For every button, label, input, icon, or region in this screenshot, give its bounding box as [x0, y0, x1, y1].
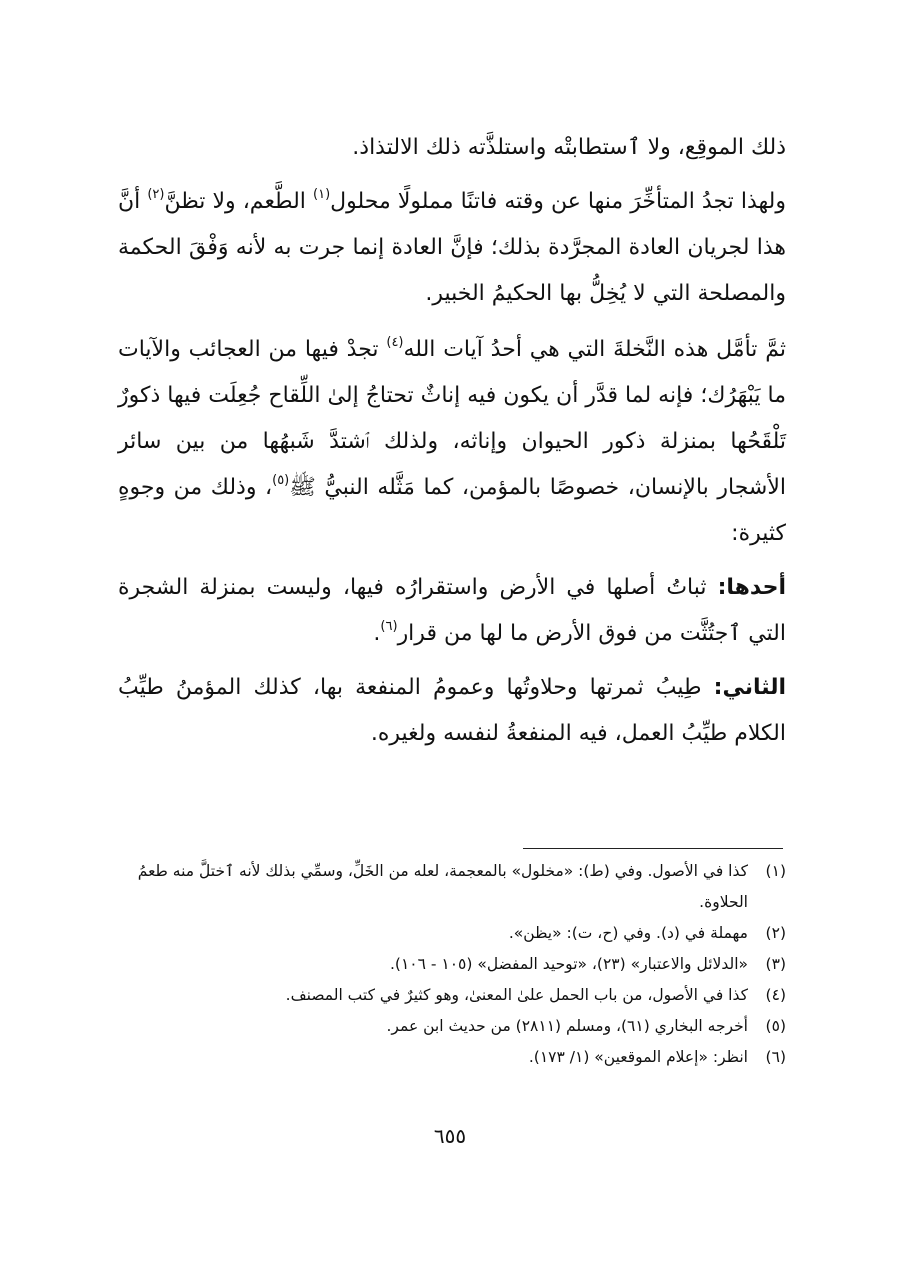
paragraph-3 [118, 327, 786, 557]
footnote-number: (٢) [765, 924, 786, 942]
footnote-number: (١) [765, 862, 786, 880]
footnote-5 [118, 1011, 786, 1042]
footnote-text: مهملة في (د). وفي (ح، ت): «يظن». [508, 924, 748, 942]
footnote-text: كذا في الأصول، من باب الحمل علىٰ المعنىٰ، وهو كثيرٌ في كتب المصنف. [285, 986, 748, 1004]
paragraph-2-part-b: الطَّعم، ولا تظنَّ [164, 189, 313, 214]
paragraph-2-part-a: ولهذا تجدُ المتأخِّرَ منها عن وقته فاتنًا مملولًا محلول [330, 189, 786, 214]
paragraph-4-part-b: . [373, 621, 381, 646]
paragraph-3-part-b: تجدْ فيها من العجائب والآيات ما يَبْهَرُك؛ فإنه لما قدَّر أن يكون فيه إناثٌ تحتاجُ إلىٰ اللِّقاح جُعِلَت فيها ذكورٌ تَلْقَحُها بمنزلة ذكور الحيوان وإناثه، ولذلك ٱشتدَّ شَبهُها من بين سائر الأشجار بالإنسان، خصوصًا بالمؤمن، كما مَثَّله النبيُّ ﷺ [118, 337, 786, 500]
footnote-text: أخرجه البخاري (٦١)، ومسلم (٢٨١١) من حديث ابن عمر. [386, 1017, 748, 1035]
footnote-ref-2[interactable]: (٢) [147, 187, 165, 202]
footnote-text: انظر: «إعلام الموقعين» (١/ ١٧٣). [528, 1048, 748, 1066]
paragraph-5-part-a: طِيبُ ثمرتها وحلاوتُها وعمومُ المنفعة بها، كذلك المؤمنُ طيِّبُ الكلام طيِّبُ العمل، فيه المنفعةُ لنفسه ولغيره. [118, 675, 786, 746]
footnote-text: كذا في الأصول. وفي (ط): «مخلول» بالمعجمة، لعله من الخَلِّ، وسمِّي بذلك لأنه ٱختلَّ منه طعمُ الحلاوة. [137, 862, 748, 911]
paragraph-3-part-c: ، وذلك من وجوهٍ كثيرة: [118, 475, 786, 546]
main-text [118, 125, 786, 759]
paragraph-2-part-c: أنَّ هذا لجريان العادة المجرَّدة بذلك؛ فإنَّ العادة إنما جرت به لأنه وَفْقَ الحكمة والمصلحة التي لا يُخِلُّ بها الحكيمُ الخبير. [118, 189, 786, 306]
footnote-number: (٤) [765, 986, 786, 1004]
footnote-2 [118, 918, 786, 949]
paragraph-4 [118, 565, 786, 657]
footnote-number: (٦) [765, 1048, 786, 1066]
paragraph-4-lead: أحدها: [717, 575, 786, 600]
footnote-1 [118, 856, 786, 918]
footnote-ref-4[interactable]: (٤) [386, 335, 404, 350]
footnote-ref-1[interactable]: (١) [313, 187, 331, 202]
paragraph-1 [118, 125, 786, 171]
paragraph-1-text: ذلك الموقِع، ولا ٱستطابتْه واستلذَّته ذلك الالتذاذ. [352, 135, 786, 160]
paragraph-4-part-a: ثباتُ أصلها في الأرض واستقرارُه فيها، وليست بمنزلة الشجرة التي ٱجتُثَّت من فوق الأرض ما لها من قرار [118, 575, 786, 646]
footnote-ref-6[interactable]: (٦) [380, 619, 398, 634]
paragraph-5-lead: الثاني: [713, 675, 786, 700]
footnote-3 [118, 949, 786, 980]
paragraph-5 [118, 665, 786, 757]
footnote-4 [118, 980, 786, 1011]
footnotes [118, 856, 786, 1073]
footnote-number: (٣) [765, 955, 786, 973]
footnote-number: (٥) [765, 1017, 786, 1035]
footnote-text: «الدلائل والاعتبار» (٢٣)، «توحيد المفضل» (١٠٥ - ١٠٦). [389, 955, 748, 973]
footnote-divider [523, 848, 783, 849]
page-number: ٦٥٥ [433, 1124, 467, 1148]
footnote-ref-5[interactable]: (٥) [272, 473, 290, 488]
footnote-6 [118, 1042, 786, 1073]
paragraph-3-part-a: ثمَّ تأمَّل هذه النَّخلةَ التي هي أحدُ آيات الله [403, 337, 786, 362]
paragraph-2 [118, 179, 786, 317]
